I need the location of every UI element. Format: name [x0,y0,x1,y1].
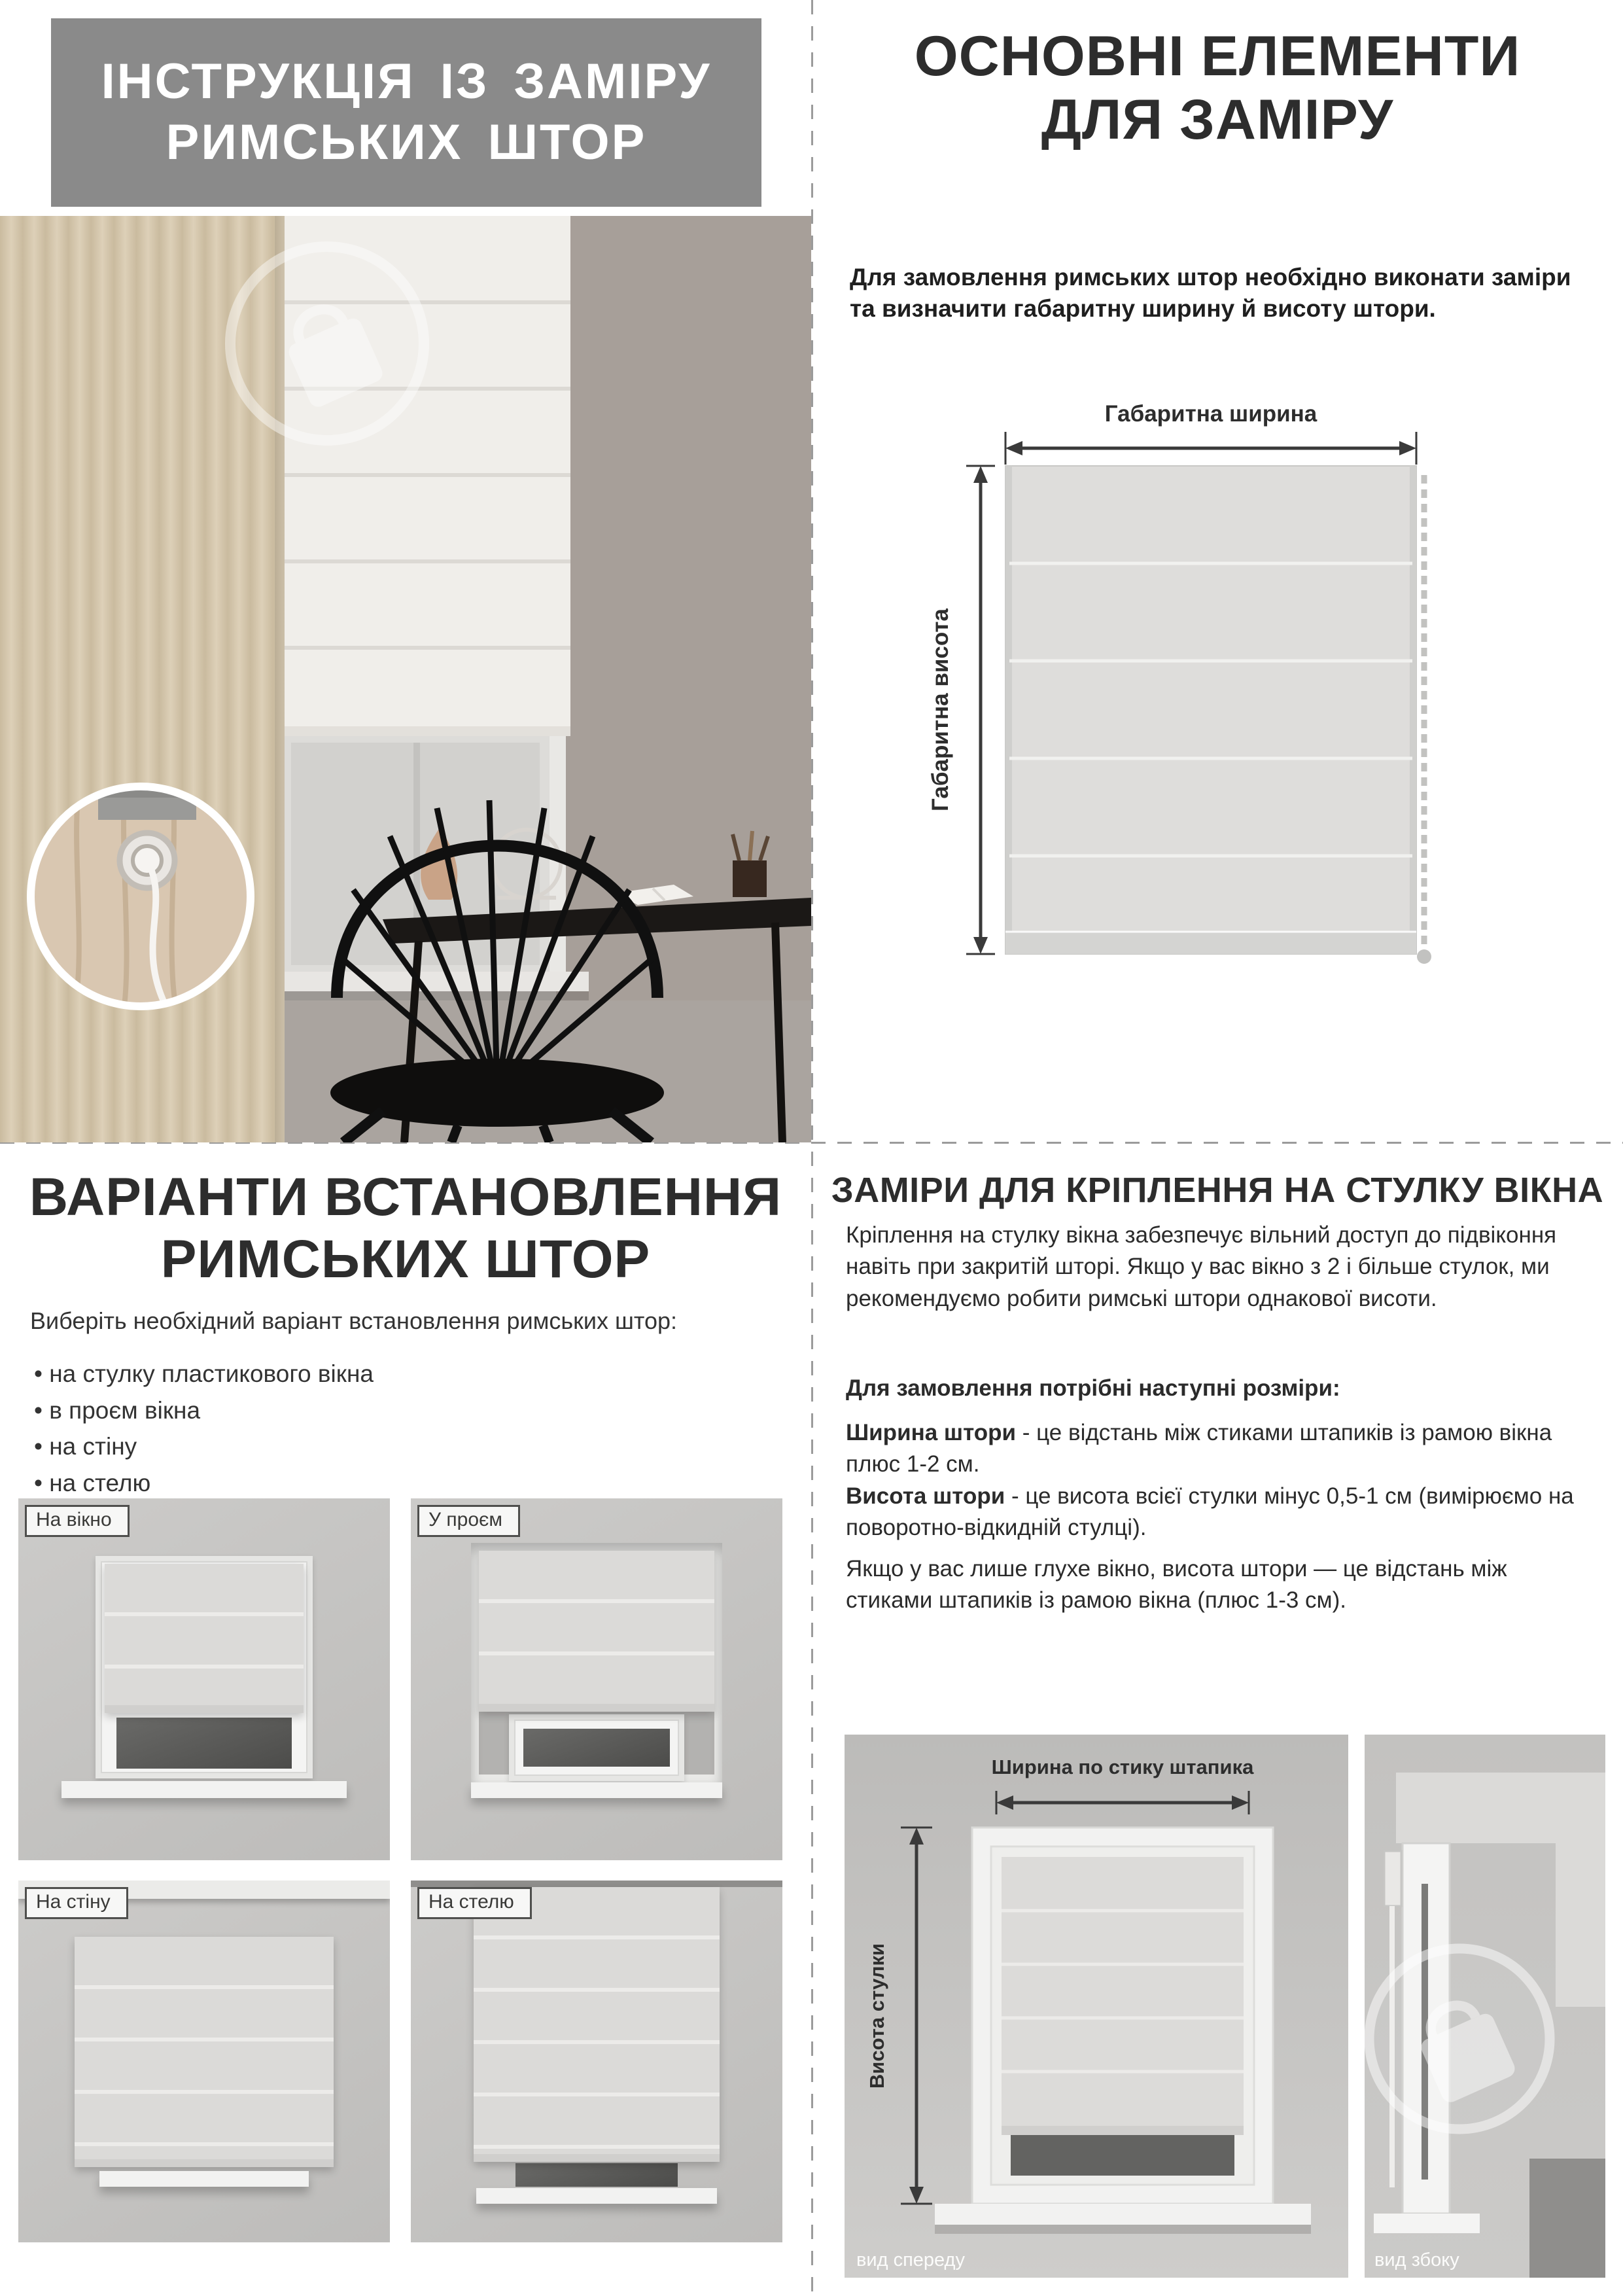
install-panel-window [18,1498,390,1860]
front-view-caption: вид спереду [856,2250,965,2270]
width-term: Ширина штори [846,1420,1017,1445]
overall-height-label: Габаритна висота [930,609,953,811]
overall-width-label: Габаритна ширина [1104,401,1318,427]
chain-graphic [1417,475,1431,964]
install-option-3: • на стіну [34,1428,374,1465]
hero-photo [0,216,811,1142]
install-options-list [34,1356,374,1501]
install-variants-title [0,1166,811,1290]
section-sash-measurement [812,1142,1623,2296]
window-glass-graphic [515,2163,678,2187]
window-sill-graphic [476,2188,717,2204]
window-sill-graphic [471,1782,722,1798]
sash-measure-title: ЗАМІРИ ДЛЯ КРІПЛЕННЯ НА СТУЛКУ ВІКНА [831,1171,1604,1210]
sash-measure-intro: Кріплення на стулку вікна забезпечує вільний доступ до підвіконня навіть при закритій шторі. Якщо у вас вікно з 2 і більше стулок, ми рекомендуємо робити римські штори однакової висоти. [846,1222,1557,1311]
side-view-diagram [1365,1735,1605,2278]
window-sill-graphic [61,1781,347,1798]
section-top-left [0,0,811,1142]
fixed-window-note: Якщо у вас лише глухе вікно, висота штори — це відстань між стиками штапиків із рамою вікна (плюс 1-3 см). [846,1556,1507,1614]
section-main-elements [812,0,1623,1142]
window-glass-graphic [523,1729,670,1767]
header-title-line2: РИМСЬКИХ ШТОР [166,115,647,170]
install-panel-wall [18,1881,390,2242]
window-sill-graphic [99,2171,309,2187]
width-arrow [1005,432,1416,465]
blind-graphic [474,1887,720,2162]
main-elements-title-line2: ДЛЯ ЗАМІРУ [1041,88,1394,152]
width-definition: Ширина штори - це відстань між стиками штапиків із рамою вікна плюс 1-2 см. [846,1420,1552,1477]
width-arrow [996,1791,1249,1814]
blind-graphic [105,1564,304,1713]
install-panel-ceiling [411,1881,782,2242]
height-arrow [966,466,995,954]
front-view-diagram [845,1735,1348,2278]
install-variants-intro: Виберіть необхідний варіант встановлення римських штор: [30,1307,678,1334]
side-view-caption: вид збоку [1374,2250,1459,2270]
curtain-detail-inset [31,786,251,1006]
room-photo-illustration [0,216,811,1142]
height-term: Висота штори [846,1483,1005,1509]
height-definition: Висота штори - це висота всієї стулки мінус 0,5-1 см (вимірюємо на поворотно-відкидній стулці). [846,1483,1574,1540]
main-elements-title [812,25,1623,152]
install-option-4: • на стелю [34,1465,374,1502]
size-definitions [846,1417,1598,1544]
window-graphic [935,1828,1311,2234]
blind-graphic [479,1551,714,1712]
blind-graphic [1005,466,1416,954]
install-option-1: • на стулку пластикового вікна [34,1356,374,1392]
height-arrow [901,1828,932,2204]
install-variants-title-line2: РИМСЬКИХ ШТОР [160,1229,651,1290]
header-banner [51,18,761,207]
install-option-2: • в проєм вікна [34,1392,374,1429]
header-title-line1: ІНСТРУКЦІЯ ІЗ ЗАМІРУ [101,54,712,110]
main-elements-intro: Для замовлення римських штор необхідно виконати заміри та визначити габаритну ширину й висоту штори. [850,264,1571,323]
install-variants-title-line1: ВАРІАНТИ ВСТАНОВЛЕННЯ [29,1167,782,1227]
sizes-heading: Для замовлення потрібні наступні розміри: [846,1375,1340,1401]
main-elements-title-line1: ОСНОВНІ ЕЛЕМЕНТИ [914,25,1521,88]
window-glass-graphic [116,1718,292,1769]
section-install-variants [0,1142,811,2296]
sash-height-label: Висота стулки [865,1943,888,2089]
panel-tag: На стіну [25,1887,128,1919]
watermark-logo [230,247,424,440]
blind-graphic [75,1937,334,2167]
window-profile-graphic [1374,1843,1480,2233]
overall-dimensions-diagram [930,393,1518,1014]
panel-tag: На вікно [25,1505,130,1537]
bead-width-label: Ширина по стику штапика [991,1756,1254,1778]
install-panel-opening [411,1498,782,1860]
ceiling-line-graphic [411,1881,782,1887]
panel-tag: На стелю [417,1887,532,1919]
panel-tag: У проєм [417,1505,520,1537]
